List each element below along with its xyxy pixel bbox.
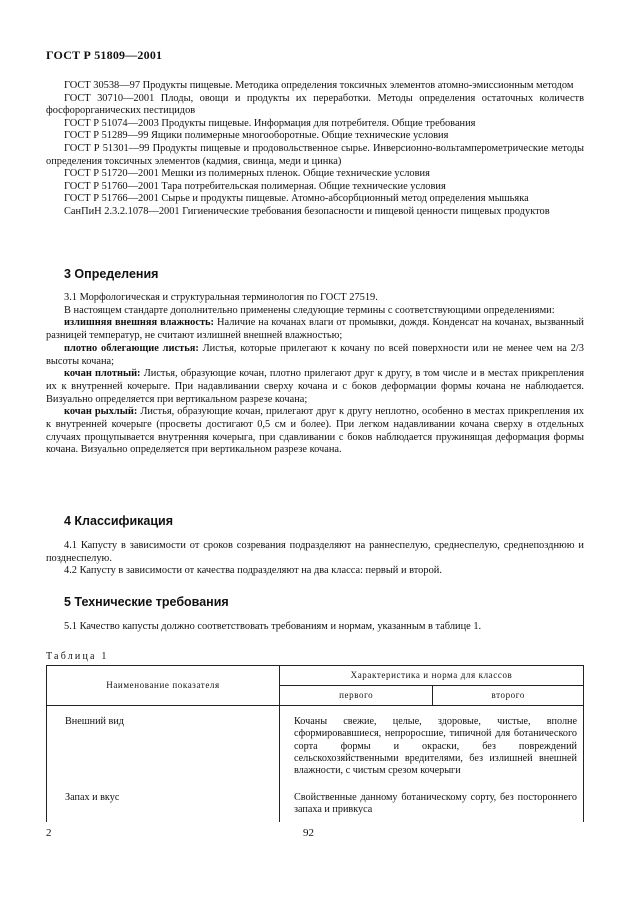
- page-number-center: 92: [303, 827, 314, 839]
- section-5-heading: 5 Технические требования: [64, 595, 229, 609]
- section-4-heading: 4 Классификация: [64, 514, 174, 528]
- table-caption: Таблица 1: [46, 651, 109, 662]
- section-3-heading: 3 Определения: [64, 267, 159, 281]
- paragraph: 4.2 Капусту в зависимости от качества подразделяют на два класса: первый и второй.: [64, 565, 442, 577]
- reference-item: ГОСТ Р 51760—2001 Тара потребительская полимерная. Общие технические условия: [64, 180, 446, 192]
- page-number-left: 2: [46, 827, 52, 839]
- reference-item: СанПиН 2.3.2.1078—2001 Гигиенические требования безопасности и пищевой ценности пищевых продуктов: [64, 205, 550, 217]
- paragraph: В настоящем стандарте дополнительно применены следующие термины с соответствующими определениями:: [64, 304, 555, 316]
- section-5-body: [46, 621, 584, 634]
- row-name: Внешний вид: [47, 706, 280, 783]
- definition-text: Листья, образующие кочан, прилегают друг к другу неплотно, особенно в местах прикрепления их к внутренней кочерыге (просветы достигают 0,5 см и более). При легком надавливании кочана сверху в отдельных случаях прощупывается внутренняя кочерыга, при сдавливании с боков наблюдается пружинящая деформация формы кочана. Визуально определяется при вертикальном разрезе кочана.: [46, 406, 584, 456]
- row-value: Свойственные данному ботаническому сорту, без постороннего запаха и привкуса: [280, 782, 584, 822]
- paragraph: 4.1 Капусту в зависимости от сроков созревания подразделяют на раннеспелую, среднеспелую, среднепозднюю и позднеспелую.: [46, 540, 584, 564]
- section-4-body: [46, 540, 584, 578]
- definition-text: Листья, образующие кочан, плотно прилегают друг к другу, в том числе и в местах прикрепления их к внутренней кочерыге. При надавливании сверху кочана и с боков деформации формы кочана не наблюдается. Визуально определяется при вертикальном разрезе кочана;: [46, 368, 584, 405]
- term: кочан плотный:: [64, 368, 141, 380]
- reference-item: ГОСТ Р 51289—99 Ящики полимерные многооборотные. Общие технические условия: [64, 130, 449, 142]
- table-row: [47, 706, 584, 783]
- term: плотно облегающие листья:: [64, 342, 199, 354]
- reference-item: ГОСТ Р 51766—2001 Сырье и продукты пищевые. Атомно-абсорбционный метод определения мышьяка: [64, 193, 529, 205]
- definition-text: Листья, которые прилегают к кочану по всей поверхности или не менее чем на 2/3 высоты кочана;: [46, 342, 584, 367]
- normative-references: [46, 80, 584, 219]
- column-header-first: первого: [280, 686, 433, 706]
- column-header-second: второго: [433, 686, 584, 706]
- reference-item: ГОСТ Р 51720—2001 Мешки из полимерных пленок. Общие технические условия: [64, 168, 430, 180]
- paragraph: 5.1 Качество капусты должно соответствовать требованиям и нормам, указанным в таблице 1.: [64, 621, 482, 632]
- paragraph: 3.1 Морфологическая и структуральная терминология по ГОСТ 27519.: [64, 292, 378, 303]
- reference-item: ГОСТ Р 51074—2003 Продукты пищевые. Информация для потребителя. Общие требования: [64, 117, 476, 129]
- reference-item: ГОСТ 30538—97 Продукты пищевые. Методика определения токсичных элементов атомно-эмиссионным методом: [64, 80, 574, 91]
- reference-item: ГОСТ Р 51301—99 Продукты пищевые и продовольственное сырье. Инверсионно-вольтамперометрические методы определения токсичных элементов (кадмия, свинца, меди и цинка): [46, 142, 584, 167]
- row-value: Кочаны свежие, целые, здоровые, чистые, вполне сформировавшиеся, непроросшие, типичной для ботанического сорта формы и окраски, без повреждений сельскохозяйственными вредителями, без излишней внешней влажности, с чистым срезом кочерыги: [280, 706, 584, 783]
- table-row: [47, 782, 584, 822]
- column-header-group: Характеристика и норма для классов: [280, 666, 584, 686]
- definition-item: [46, 406, 584, 457]
- definition-item: [46, 317, 584, 342]
- term: излишняя внешняя влажность:: [64, 317, 215, 329]
- definition-text: Наличие на кочанах влаги от промывки, дождя. Конденсат на кочанах, вызванный разницей температур, не считают излишней внешней влажностью;: [46, 317, 584, 342]
- row-name: Запах и вкус: [47, 782, 280, 822]
- section-3-body: [46, 292, 584, 457]
- document-header: ГОСТ Р 51809—2001: [46, 48, 163, 62]
- requirements-table: [46, 665, 584, 822]
- reference-item: ГОСТ 30710—2001 Плоды, овощи и продукты их переработки. Методы определения остаточных количеств фосфорорганических пестицидов: [46, 92, 584, 117]
- definition-item: [46, 343, 584, 368]
- term: кочан рыхлый:: [64, 406, 138, 418]
- definition-item: [46, 368, 584, 406]
- column-header-name: Наименование показателя: [47, 666, 280, 706]
